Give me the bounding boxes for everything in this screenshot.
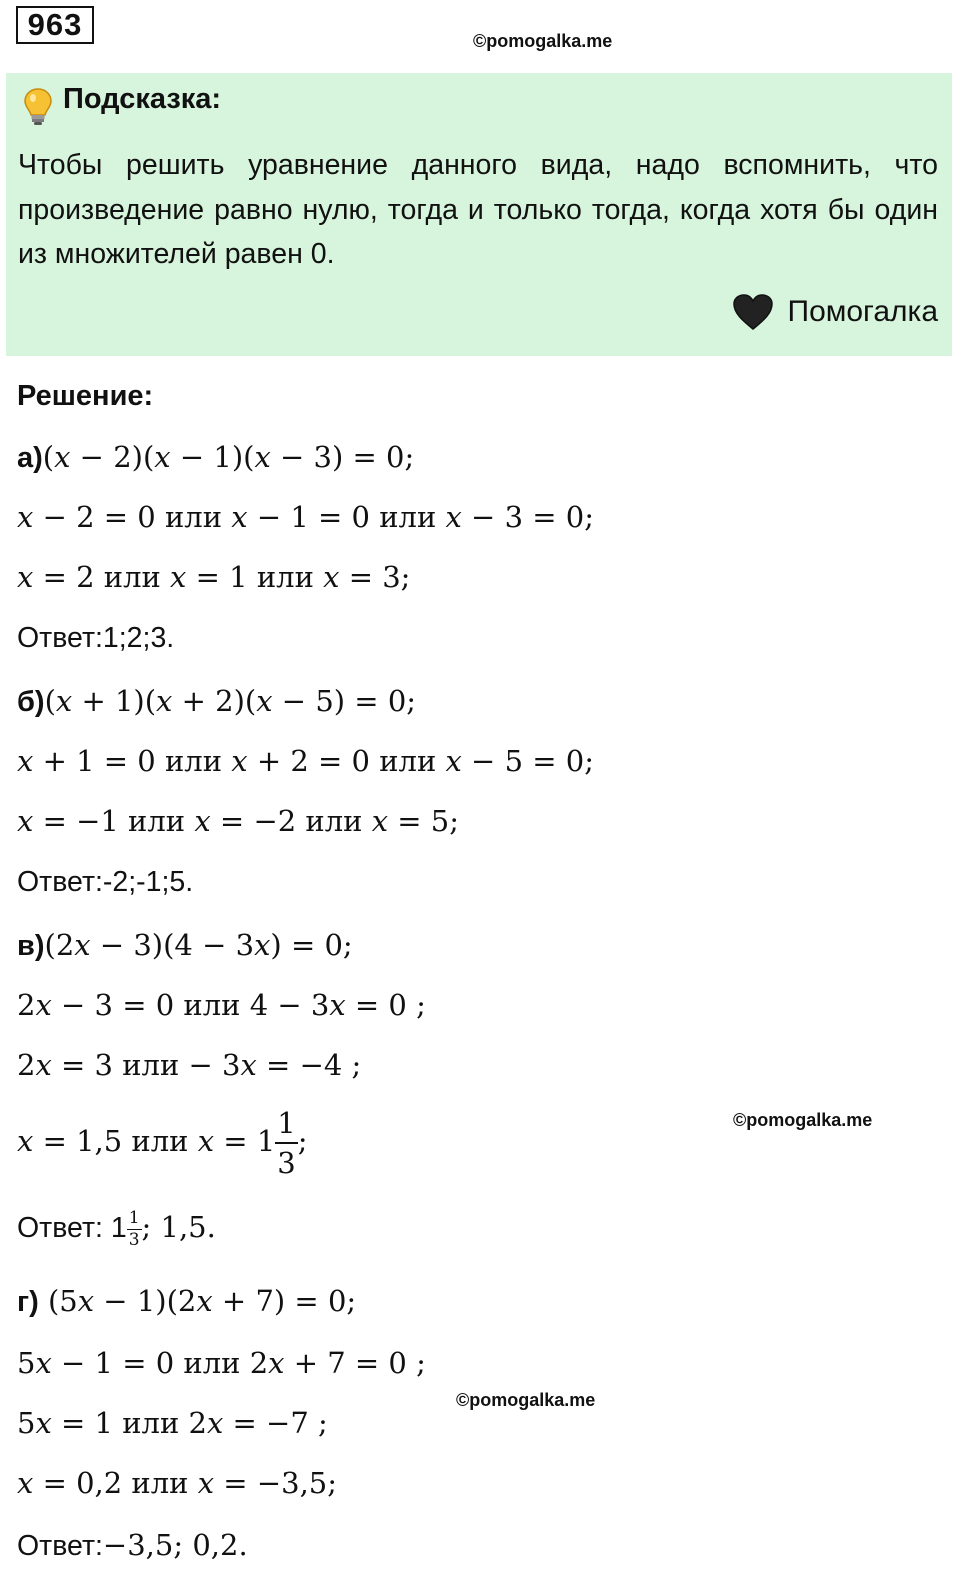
hint-signature — [732, 293, 939, 331]
fraction-numerator: 1 — [275, 1104, 297, 1144]
part-g-answer-value: −3,5; 0,2. — [102, 1528, 248, 1562]
part-b-step2: 𝑥 = −1 или 𝑥 = −2 или 𝑥 = 5; — [17, 804, 460, 838]
lightbulb-icon — [23, 87, 53, 127]
watermark-middle: ©pomogalka.me — [733, 1110, 873, 1130]
heart-icon — [732, 293, 774, 331]
part-v-answer-suffix: ; 1,5. — [141, 1210, 216, 1245]
problem-number: 963 — [16, 6, 94, 44]
part-b-equation — [17, 684, 416, 719]
part-a-eq: (𝑥 − 2)(𝑥 − 1)(𝑥 − 3) = 0; — [42, 440, 415, 474]
part-g-label: г) — [17, 1286, 39, 1318]
hint-box — [6, 73, 952, 356]
part-g-answer — [17, 1528, 248, 1563]
part-b-label: б) — [17, 686, 45, 718]
part-g-answer-prefix: Ответ: — [17, 1530, 103, 1562]
part-v-label: в) — [17, 930, 45, 962]
hint-text: Чтобы решить уравнение данного вида, надо вспомнить, что произведение равно нулю, тогда и только тогда, когда хотя бы один из множителей равен 0. — [18, 149, 938, 270]
answer-fraction-denominator: 3 — [128, 1230, 140, 1250]
part-a-step2: 𝑥 = 2 или 𝑥 = 1 или 𝑥 = 3; — [17, 560, 411, 594]
part-a-label: а) — [17, 442, 43, 474]
part-v-eq: (2𝑥 − 3)(4 − 3𝑥) = 0; — [44, 928, 353, 962]
part-b-answer: Ответ:-2;-1;5. — [17, 866, 194, 898]
hint-title: Подсказка: — [63, 83, 222, 115]
part-v-answer-prefix: Ответ: 1 — [17, 1212, 127, 1245]
part-b-step1: 𝑥 + 1 = 0 или 𝑥 + 2 = 0 или 𝑥 − 5 = 0; — [17, 744, 594, 778]
part-v-equation — [17, 928, 353, 963]
fraction-one-third — [275, 1104, 297, 1182]
part-v-step3-suffix: ; — [297, 1124, 308, 1158]
watermark-top: ©pomogalka.me — [473, 31, 613, 51]
part-b-eq: (𝑥 + 1)(𝑥 + 2)(𝑥 − 5) = 0; — [44, 684, 417, 718]
part-g-step3: 𝑥 = 0,2 или 𝑥 = −3,5; — [17, 1466, 338, 1500]
part-g-step1: 5𝑥 − 1 = 0 или 2𝑥 + 7 = 0 ; — [17, 1346, 426, 1380]
answer-fraction-numerator: 1 — [128, 1208, 140, 1228]
part-v-step1: 2𝑥 − 3 = 0 или 4 − 3𝑥 = 0 ; — [17, 988, 426, 1022]
part-a-step1: 𝑥 − 2 = 0 или 𝑥 − 1 = 0 или 𝑥 − 3 = 0; — [17, 500, 594, 534]
answer-fraction-one-third — [127, 1208, 142, 1251]
part-g-equation — [17, 1284, 356, 1319]
part-v-step3 — [17, 1104, 308, 1182]
part-v-step3-prefix: 𝑥 = 1,5 или 𝑥 = 1 — [17, 1124, 276, 1158]
part-g-step2: 5𝑥 = 1 или 2𝑥 = −7 ; — [17, 1406, 328, 1440]
part-v-answer — [17, 1208, 216, 1251]
part-v-step2: 2𝑥 = 3 или − 3𝑥 = −4 ; — [17, 1048, 362, 1082]
watermark-bottom: ©pomogalka.me — [456, 1390, 596, 1410]
solution-heading: Решение: — [17, 380, 154, 412]
part-a-answer: Ответ:1;2;3. — [17, 622, 175, 654]
part-g-eq: (5𝑥 − 1)(2𝑥 + 7) = 0; — [38, 1284, 357, 1318]
fraction-denominator: 3 — [277, 1146, 296, 1180]
part-a-equation — [17, 440, 414, 475]
signature-text: Помогалка — [787, 295, 938, 328]
